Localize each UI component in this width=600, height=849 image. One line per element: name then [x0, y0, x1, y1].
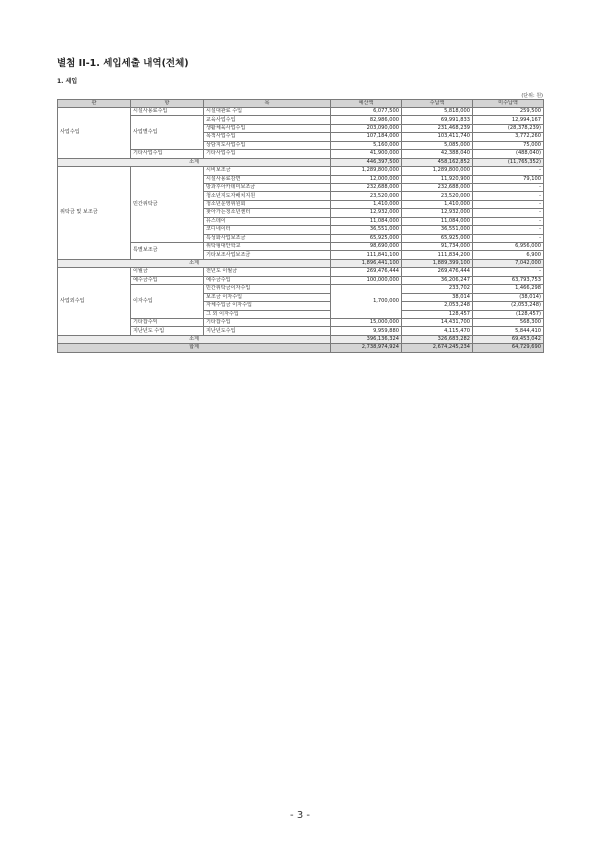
subtotal-label: 소계 — [58, 335, 331, 343]
received-cell: 2,674,245,234 — [402, 344, 473, 352]
received-cell: 36,551,000 — [402, 226, 473, 234]
unpaid-cell: 79,100 — [473, 175, 544, 183]
unpaid-cell: - — [473, 200, 544, 208]
budget-cell: 269,476,444 — [331, 268, 402, 276]
table-row — [58, 318, 544, 326]
received-cell: 23,520,000 — [402, 192, 473, 200]
budget-cell: 15,000,000 — [331, 318, 402, 326]
budget-cell: 36,551,000 — [331, 226, 402, 234]
revenue-table — [57, 99, 544, 353]
budget-cell: 396,136,324 — [331, 335, 402, 343]
unpaid-cell: (128,457) — [473, 310, 544, 318]
budget-cell: 203,090,000 — [331, 124, 402, 132]
mok-cell: 시설사용료감면 — [204, 175, 331, 183]
received-cell: 1,889,399,100 — [402, 259, 473, 267]
unpaid-cell: (38,014) — [473, 293, 544, 301]
received-cell: 103,411,740 — [402, 133, 473, 141]
received-cell: 65,925,000 — [402, 234, 473, 242]
unpaid-cell: - — [473, 234, 544, 242]
header-received: 수납액 — [402, 100, 473, 108]
table-row — [58, 150, 544, 158]
unpaid-cell: - — [473, 217, 544, 225]
received-cell: 1,410,000 — [402, 200, 473, 208]
subtotal-row — [58, 259, 544, 267]
unpaid-cell: - — [473, 183, 544, 191]
unpaid-cell: 64,729,690 — [473, 344, 544, 352]
budget-cell: 1,289,800,000 — [331, 167, 402, 175]
received-cell: 111,834,200 — [402, 251, 473, 259]
mok-cell: 위탁형대안학교 — [204, 243, 331, 251]
subtotal-label: 소계 — [58, 158, 331, 166]
mok-cell: 유스데이 — [204, 217, 331, 225]
mok-cell: 목적사업수입 — [204, 133, 331, 141]
received-cell: 326,683,282 — [402, 335, 473, 343]
hang-cell: 시설사용료수입 — [131, 108, 204, 116]
unpaid-cell: 75,000 — [473, 141, 544, 149]
received-cell: 458,162,852 — [402, 158, 473, 166]
unpaid-cell: 568,300 — [473, 318, 544, 326]
page-title: 별첨 II-1. 세입세출 내역(전체) — [57, 58, 189, 69]
budget-cell: 9,959,880 — [331, 327, 402, 335]
received-cell: 5,818,000 — [402, 108, 473, 116]
mok-cell: 교육사업수입 — [204, 116, 331, 124]
subtotal-row — [58, 335, 544, 343]
budget-cell: 107,184,000 — [331, 133, 402, 141]
budget-cell: 12,000,000 — [331, 175, 402, 183]
received-cell: 1,289,800,000 — [402, 167, 473, 175]
mok-cell: 민간위탁금이자수입 — [204, 285, 331, 293]
mok-cell: 상담지도사업수입 — [204, 141, 331, 149]
subtotal-row — [58, 158, 544, 166]
gwan-cell: 위탁금 및 보조금 — [58, 167, 131, 260]
budget-cell: 98,690,000 — [331, 243, 402, 251]
budget-cell: 1,410,000 — [331, 200, 402, 208]
unpaid-cell: 12,994,167 — [473, 116, 544, 124]
unpaid-cell: - — [473, 268, 544, 276]
mok-cell: 지난년도수입 — [204, 327, 331, 335]
mok-cell: 특성화사업보조금 — [204, 234, 331, 242]
received-cell: 232,688,000 — [402, 183, 473, 191]
hang-cell: 기타사업수입 — [131, 150, 204, 158]
hang-cell: 민간위탁금 — [131, 167, 204, 243]
received-cell: 128,457 — [402, 310, 473, 318]
budget-cell: 41,900,000 — [331, 150, 402, 158]
total-row — [58, 344, 544, 352]
table-row — [58, 276, 544, 284]
unpaid-cell: 69,453,042 — [473, 335, 544, 343]
hang-cell: 지난년도 수입 — [131, 327, 204, 335]
budget-cell: 6,077,500 — [331, 108, 402, 116]
total-label: 합계 — [58, 344, 331, 352]
table-header-row — [58, 100, 544, 108]
unpaid-cell: - — [473, 167, 544, 175]
unpaid-cell: - — [473, 192, 544, 200]
unpaid-cell: 5,844,410 — [473, 327, 544, 335]
mok-cell: 청소년운영위원회 — [204, 200, 331, 208]
received-cell: 269,476,444 — [402, 268, 473, 276]
budget-cell: 1,896,441,100 — [331, 259, 402, 267]
budget-cell: 100,000,000 — [331, 276, 402, 284]
received-cell: 91,734,000 — [402, 243, 473, 251]
table-row — [58, 285, 544, 293]
hang-cell: 기타잡수익 — [131, 318, 204, 326]
budget-cell: 111,841,100 — [331, 251, 402, 259]
received-cell: 69,991,833 — [402, 116, 473, 124]
table-row — [58, 167, 544, 175]
hang-cell: 사업별수입 — [131, 116, 204, 150]
unpaid-cell: (11,765,352) — [473, 158, 544, 166]
section-title: 1. 세입 — [57, 78, 78, 85]
unpaid-cell: - — [473, 226, 544, 234]
page-number: - 3 - — [290, 810, 310, 821]
mok-cell: 찾아가는청소년센터 — [204, 209, 331, 217]
unpaid-cell: 3,772,260 — [473, 133, 544, 141]
received-cell: 38,014 — [402, 293, 473, 301]
budget-cell: 82,986,000 — [331, 116, 402, 124]
mok-cell: 보조금 이자수입 — [204, 293, 331, 301]
unpaid-cell: - — [473, 209, 544, 217]
mok-cell: 기타잡수입 — [204, 318, 331, 326]
unpaid-cell: 63,793,753 — [473, 276, 544, 284]
mok-cell: 시설대관료 수입 — [204, 108, 331, 116]
hang-cell: 특별보조금 — [131, 243, 204, 260]
table-row — [58, 268, 544, 276]
mok-cell: 기타사업수입 — [204, 150, 331, 158]
unpaid-cell: (2,053,248) — [473, 302, 544, 310]
unpaid-cell: 1,466,298 — [473, 285, 544, 293]
budget-cell: 1,700,000 — [331, 285, 402, 319]
hang-cell: 이월금 — [131, 268, 204, 276]
budget-cell: 23,520,000 — [331, 192, 402, 200]
mok-cell: 청소년지도자배치지원 — [204, 192, 331, 200]
received-cell: 11,920,900 — [402, 175, 473, 183]
unpaid-cell: 259,500 — [473, 108, 544, 116]
budget-cell: 232,688,000 — [331, 183, 402, 191]
budget-cell: 65,925,000 — [331, 234, 402, 242]
unit-label: (단위: 원) — [521, 93, 543, 99]
mok-cell: 방과후아카데미보조금 — [204, 183, 331, 191]
table-row — [58, 243, 544, 251]
received-cell: 4,115,470 — [402, 327, 473, 335]
received-cell: 14,431,700 — [402, 318, 473, 326]
table-row — [58, 116, 544, 124]
received-cell: 36,206,247 — [402, 276, 473, 284]
budget-cell: 11,084,000 — [331, 217, 402, 225]
mok-cell: 그 외 이자수입 — [204, 310, 331, 318]
table-row — [58, 327, 544, 335]
mok-cell: 코디네이터 — [204, 226, 331, 234]
header-unpaid: 미수납액 — [473, 100, 544, 108]
received-cell: 233,702 — [402, 285, 473, 293]
gwan-cell: 사업외수입 — [58, 268, 131, 336]
received-cell: 11,084,000 — [402, 217, 473, 225]
mok-cell: 생활체육사업수입 — [204, 124, 331, 132]
budget-cell: 2,738,974,924 — [331, 344, 402, 352]
received-cell: 12,932,000 — [402, 209, 473, 217]
gwan-cell: 사업수입 — [58, 108, 131, 159]
unpaid-cell: 6,956,000 — [473, 243, 544, 251]
mok-cell: 시비보조금 — [204, 167, 331, 175]
header-hang: 항 — [131, 100, 204, 108]
hang-cell: 예수금수입 — [131, 276, 204, 284]
header-budget: 예산액 — [331, 100, 402, 108]
table-row — [58, 108, 544, 116]
subtotal-label: 소계 — [58, 259, 331, 267]
received-cell: 2,053,248 — [402, 302, 473, 310]
budget-cell: 5,160,000 — [331, 141, 402, 149]
mok-cell: 전년도 이월금 — [204, 268, 331, 276]
received-cell: 42,388,040 — [402, 150, 473, 158]
mok-cell: 자체수입금 이자수입 — [204, 302, 331, 310]
received-cell: 231,468,239 — [402, 124, 473, 132]
unpaid-cell: (28,378,239) — [473, 124, 544, 132]
hang-cell: 이자수입 — [131, 285, 204, 319]
unpaid-cell: 7,042,000 — [473, 259, 544, 267]
budget-cell: 12,932,000 — [331, 209, 402, 217]
mok-cell: 예수금수입 — [204, 276, 331, 284]
unpaid-cell: 6,900 — [473, 251, 544, 259]
budget-cell: 446,397,500 — [331, 158, 402, 166]
unpaid-cell: (488,040) — [473, 150, 544, 158]
header-gwan: 관 — [58, 100, 131, 108]
mok-cell: 기타보조사업보조금 — [204, 251, 331, 259]
header-mok: 목 — [204, 100, 331, 108]
received-cell: 5,085,000 — [402, 141, 473, 149]
